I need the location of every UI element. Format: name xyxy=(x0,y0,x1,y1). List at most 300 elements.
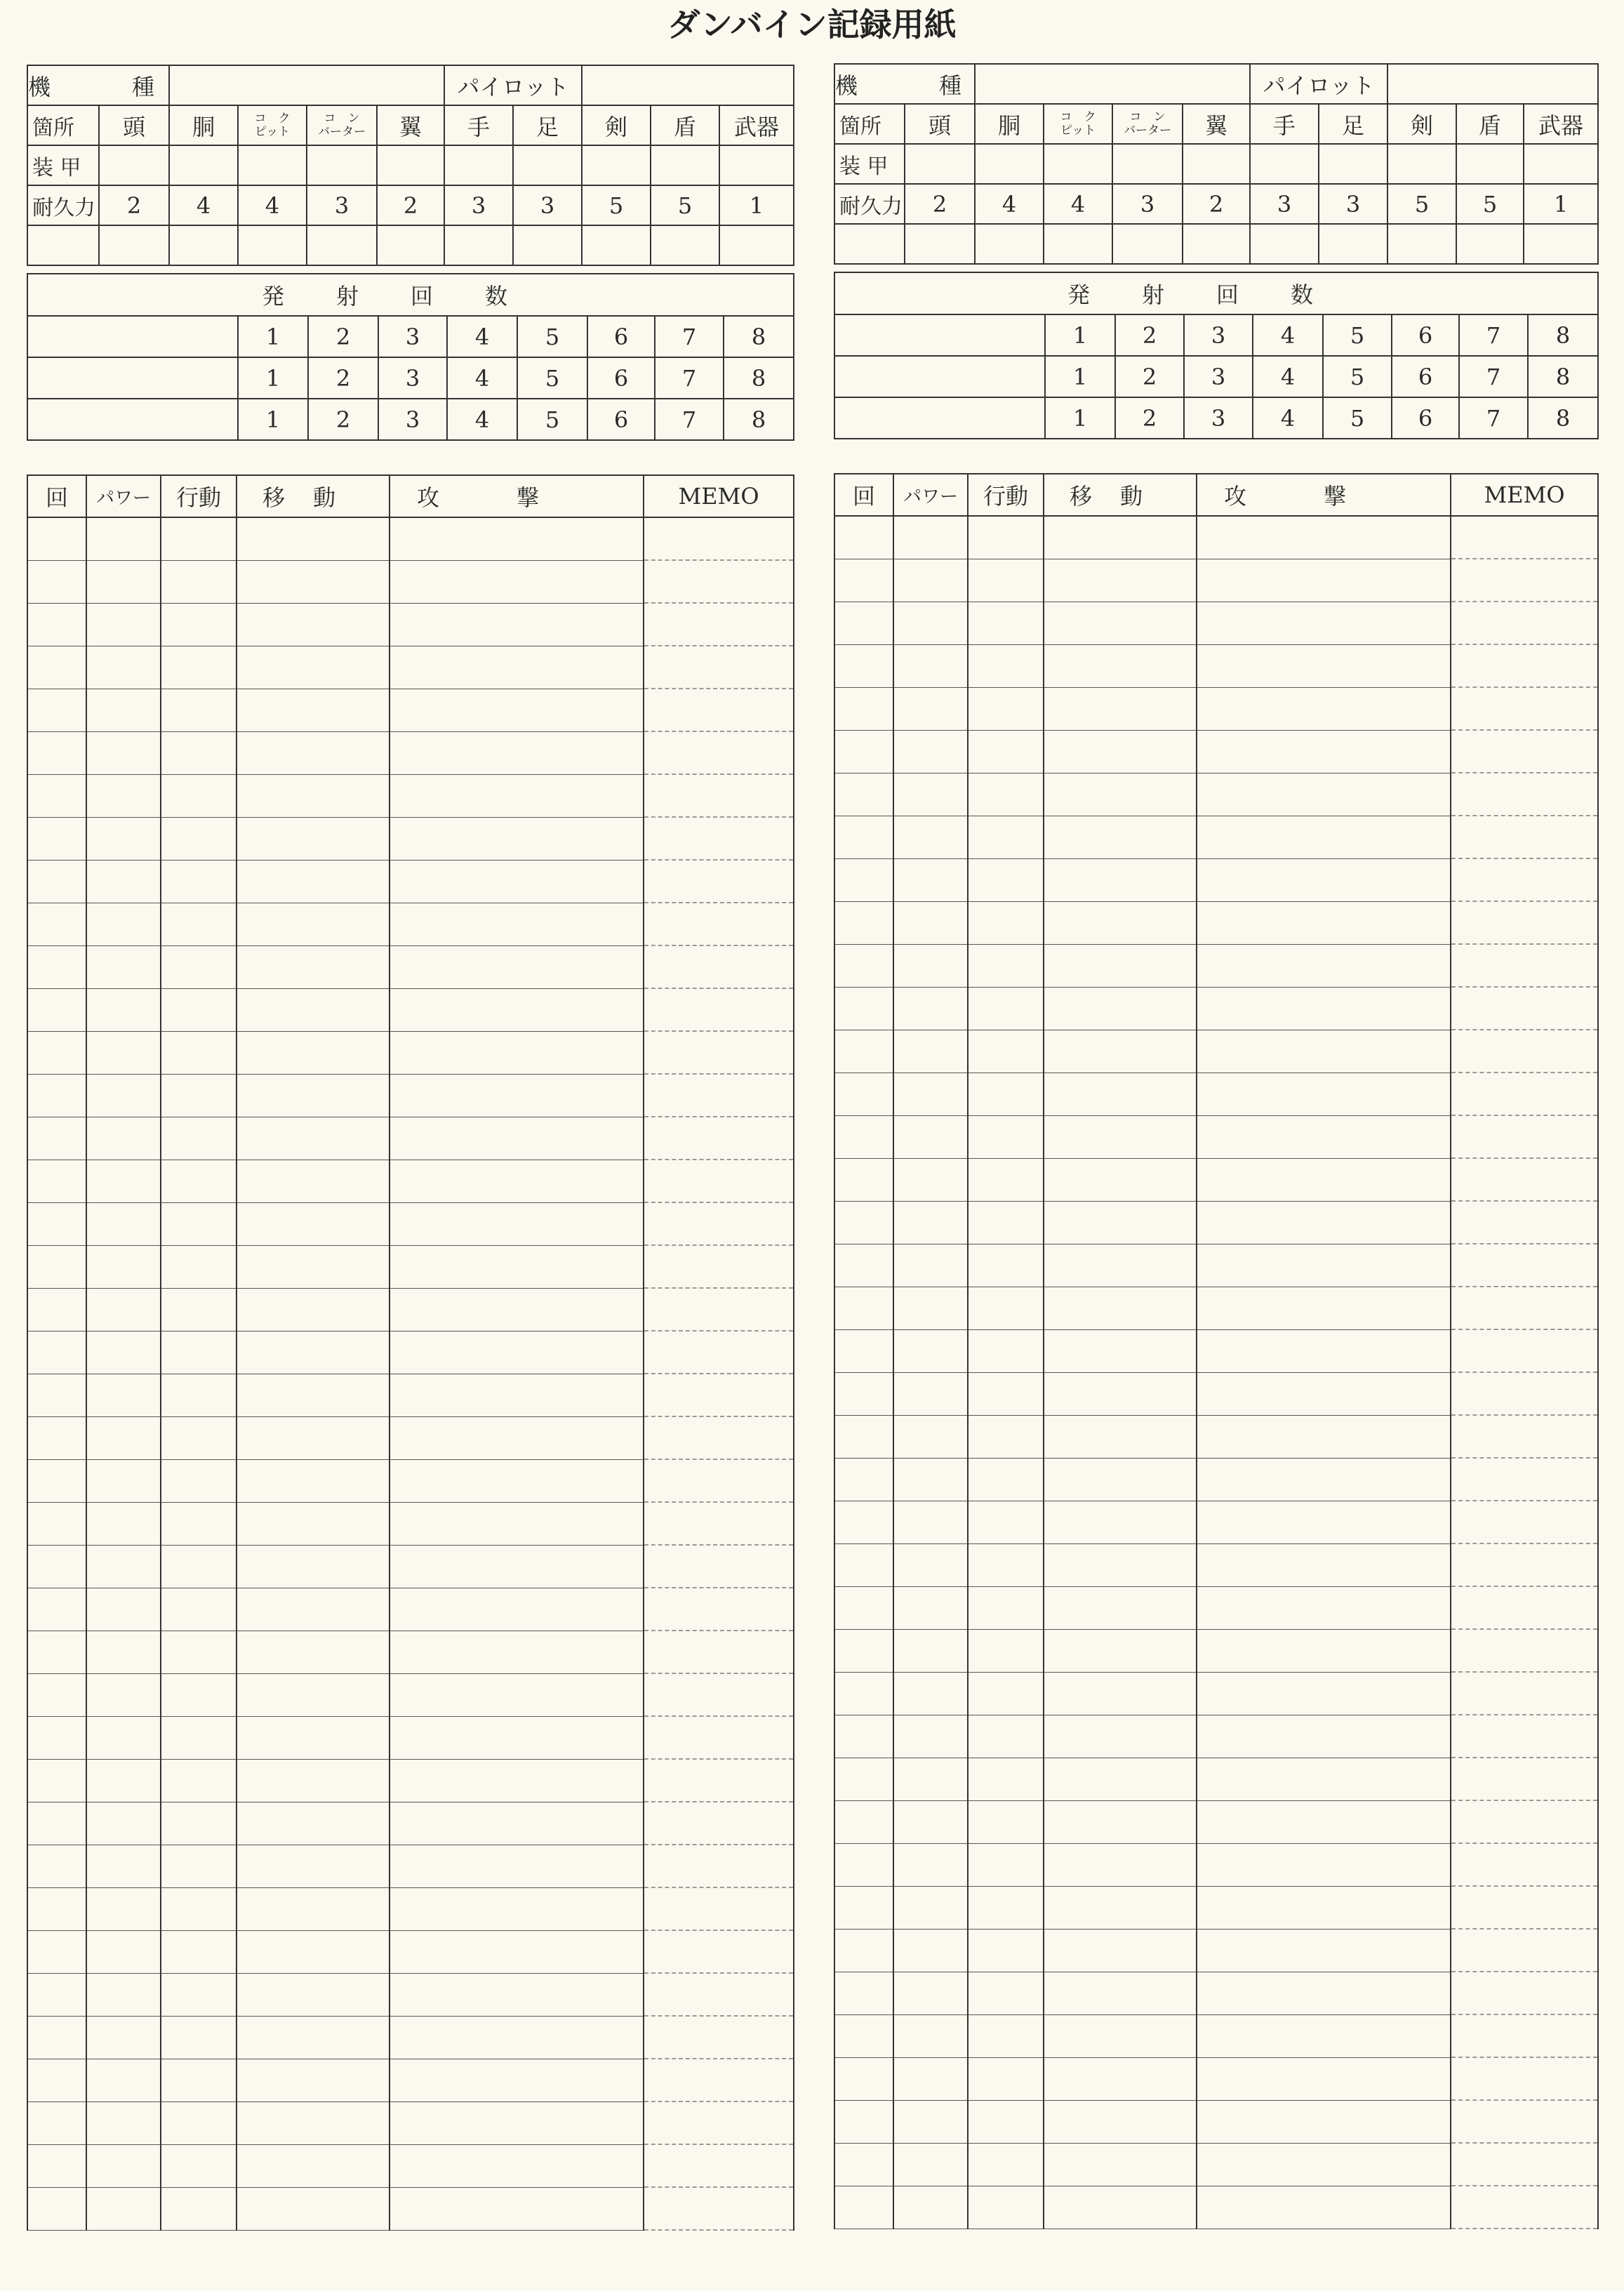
power-cell[interactable] xyxy=(86,860,161,903)
turn-cell[interactable] xyxy=(834,1158,893,1201)
fire-count-number[interactable]: 3 xyxy=(378,357,447,399)
move-cell[interactable] xyxy=(1044,2100,1197,2143)
memo-cell[interactable] xyxy=(644,1288,794,1331)
move-cell[interactable] xyxy=(237,517,390,560)
blank-cell[interactable] xyxy=(719,225,794,265)
fire-count-number[interactable]: 3 xyxy=(378,316,447,357)
move-cell[interactable] xyxy=(1044,987,1197,1030)
power-cell[interactable] xyxy=(86,1202,161,1245)
fire-count-number[interactable]: 3 xyxy=(1184,314,1253,356)
turn-cell[interactable] xyxy=(834,730,893,773)
action-cell[interactable] xyxy=(161,903,237,945)
pilot-field[interactable] xyxy=(1387,64,1598,104)
fire-count-number[interactable]: 5 xyxy=(1323,356,1392,397)
move-cell[interactable] xyxy=(237,860,390,903)
action-cell[interactable] xyxy=(161,1331,237,1374)
power-cell[interactable] xyxy=(893,1244,968,1287)
power-cell[interactable] xyxy=(86,603,161,646)
turn-cell[interactable] xyxy=(27,1074,86,1117)
blank-cell[interactable] xyxy=(169,225,238,265)
move-cell[interactable] xyxy=(1044,1715,1197,1758)
turn-cell[interactable] xyxy=(834,1843,893,1886)
memo-cell[interactable] xyxy=(644,2144,794,2187)
power-cell[interactable] xyxy=(86,774,161,817)
attack-cell[interactable] xyxy=(1197,1929,1451,1972)
power-cell[interactable] xyxy=(893,1972,968,2014)
attack-cell[interactable] xyxy=(390,560,644,603)
memo-cell[interactable] xyxy=(1451,602,1598,644)
blank-cell[interactable] xyxy=(834,224,905,264)
turn-cell[interactable] xyxy=(834,602,893,644)
action-cell[interactable] xyxy=(968,644,1044,687)
attack-cell[interactable] xyxy=(390,774,644,817)
turn-cell[interactable] xyxy=(27,1459,86,1502)
fire-count-number[interactable]: 2 xyxy=(1115,397,1184,439)
move-cell[interactable] xyxy=(1044,559,1197,602)
memo-cell[interactable] xyxy=(1451,1329,1598,1372)
power-cell[interactable] xyxy=(86,1031,161,1074)
action-cell[interactable] xyxy=(161,1973,237,2016)
move-cell[interactable] xyxy=(1044,2186,1197,2229)
fire-count-number[interactable]: 2 xyxy=(308,399,378,440)
power-cell[interactable] xyxy=(893,559,968,602)
power-cell[interactable] xyxy=(893,987,968,1030)
fire-weapon-field[interactable] xyxy=(27,357,238,399)
power-cell[interactable] xyxy=(86,1759,161,1802)
turn-cell[interactable] xyxy=(27,1117,86,1160)
power-cell[interactable] xyxy=(86,1074,161,1117)
attack-cell[interactable] xyxy=(1197,1415,1451,1458)
power-cell[interactable] xyxy=(86,1416,161,1459)
fire-count-number[interactable]: 7 xyxy=(655,399,724,440)
fire-count-number[interactable]: 5 xyxy=(517,399,587,440)
turn-cell[interactable] xyxy=(27,1588,86,1631)
power-cell[interactable] xyxy=(86,903,161,945)
move-cell[interactable] xyxy=(1044,2143,1197,2186)
blank-cell[interactable] xyxy=(1112,224,1183,264)
move-cell[interactable] xyxy=(1044,1073,1197,1115)
fire-count-number[interactable]: 7 xyxy=(655,357,724,399)
fire-weapon-field[interactable] xyxy=(834,356,1045,397)
move-cell[interactable] xyxy=(237,1074,390,1117)
power-cell[interactable] xyxy=(893,1501,968,1543)
memo-cell[interactable] xyxy=(1451,1287,1598,1329)
move-cell[interactable] xyxy=(237,1673,390,1716)
attack-cell[interactable] xyxy=(390,2016,644,2059)
power-cell[interactable] xyxy=(86,1802,161,1845)
action-cell[interactable] xyxy=(161,774,237,817)
turn-cell[interactable] xyxy=(834,2014,893,2057)
attack-cell[interactable] xyxy=(1197,1158,1451,1201)
power-cell[interactable] xyxy=(893,2014,968,2057)
fire-count-number[interactable]: 7 xyxy=(1459,397,1528,439)
memo-cell[interactable] xyxy=(644,1502,794,1545)
blank-cell[interactable] xyxy=(1524,224,1598,264)
memo-cell[interactable] xyxy=(644,1331,794,1374)
fire-count-number[interactable]: 4 xyxy=(447,357,517,399)
memo-cell[interactable] xyxy=(644,1930,794,1973)
memo-cell[interactable] xyxy=(644,1459,794,1502)
blank-cell[interactable] xyxy=(1456,224,1524,264)
power-cell[interactable] xyxy=(86,1502,161,1545)
power-cell[interactable] xyxy=(893,816,968,858)
turn-cell[interactable] xyxy=(27,817,86,860)
attack-cell[interactable] xyxy=(390,1202,644,1245)
power-cell[interactable] xyxy=(893,1073,968,1115)
action-cell[interactable] xyxy=(968,559,1044,602)
fire-count-number[interactable]: 5 xyxy=(1323,397,1392,439)
memo-cell[interactable] xyxy=(644,1631,794,1673)
memo-cell[interactable] xyxy=(644,689,794,731)
attack-cell[interactable] xyxy=(390,1160,644,1202)
move-cell[interactable] xyxy=(1044,1030,1197,1073)
move-cell[interactable] xyxy=(237,903,390,945)
move-cell[interactable] xyxy=(237,1202,390,1245)
memo-cell[interactable] xyxy=(644,1973,794,2016)
action-cell[interactable] xyxy=(968,1715,1044,1758)
armor-cell[interactable] xyxy=(1387,144,1456,184)
memo-cell[interactable] xyxy=(644,1074,794,1117)
attack-cell[interactable] xyxy=(390,860,644,903)
armor-cell[interactable] xyxy=(975,144,1044,184)
fire-weapon-field[interactable] xyxy=(834,314,1045,356)
memo-cell[interactable] xyxy=(1451,516,1598,559)
armor-cell[interactable] xyxy=(1183,144,1250,184)
move-cell[interactable] xyxy=(237,988,390,1031)
memo-cell[interactable] xyxy=(1451,1115,1598,1158)
move-cell[interactable] xyxy=(1044,901,1197,944)
blank-cell[interactable] xyxy=(1183,224,1250,264)
attack-cell[interactable] xyxy=(390,731,644,774)
turn-cell[interactable] xyxy=(27,689,86,731)
power-cell[interactable] xyxy=(893,901,968,944)
move-cell[interactable] xyxy=(1044,816,1197,858)
turn-cell[interactable] xyxy=(834,2057,893,2100)
action-cell[interactable] xyxy=(968,1886,1044,1929)
blank-cell[interactable] xyxy=(27,225,99,265)
attack-cell[interactable] xyxy=(1197,1586,1451,1629)
turn-cell[interactable] xyxy=(27,1887,86,1930)
turn-cell[interactable] xyxy=(27,1673,86,1716)
memo-cell[interactable] xyxy=(644,1545,794,1588)
attack-cell[interactable] xyxy=(390,1502,644,1545)
turn-cell[interactable] xyxy=(27,903,86,945)
memo-cell[interactable] xyxy=(644,517,794,560)
action-cell[interactable] xyxy=(968,858,1044,901)
move-cell[interactable] xyxy=(237,1759,390,1802)
memo-cell[interactable] xyxy=(644,1845,794,1887)
action-cell[interactable] xyxy=(161,1416,237,1459)
turn-cell[interactable] xyxy=(834,516,893,559)
turn-cell[interactable] xyxy=(834,687,893,730)
turn-cell[interactable] xyxy=(27,731,86,774)
memo-cell[interactable] xyxy=(644,988,794,1031)
power-cell[interactable] xyxy=(86,731,161,774)
attack-cell[interactable] xyxy=(390,1031,644,1074)
memo-cell[interactable] xyxy=(1451,1201,1598,1244)
fire-count-number[interactable]: 6 xyxy=(1392,356,1459,397)
attack-cell[interactable] xyxy=(390,1331,644,1374)
fire-count-number[interactable]: 4 xyxy=(1253,397,1323,439)
move-cell[interactable] xyxy=(1044,773,1197,816)
power-cell[interactable] xyxy=(86,1673,161,1716)
turn-cell[interactable] xyxy=(27,1845,86,1887)
blank-cell[interactable] xyxy=(444,225,513,265)
attack-cell[interactable] xyxy=(1197,1800,1451,1843)
action-cell[interactable] xyxy=(968,901,1044,944)
action-cell[interactable] xyxy=(968,1158,1044,1201)
memo-cell[interactable] xyxy=(1451,773,1598,816)
attack-cell[interactable] xyxy=(390,1374,644,1416)
memo-cell[interactable] xyxy=(1451,944,1598,987)
armor-cell[interactable] xyxy=(582,145,651,185)
memo-cell[interactable] xyxy=(1451,730,1598,773)
move-cell[interactable] xyxy=(1044,1415,1197,1458)
move-cell[interactable] xyxy=(1044,644,1197,687)
action-cell[interactable] xyxy=(968,2186,1044,2229)
attack-cell[interactable] xyxy=(1197,559,1451,602)
move-cell[interactable] xyxy=(237,1416,390,1459)
move-cell[interactable] xyxy=(1044,1672,1197,1715)
move-cell[interactable] xyxy=(1044,1758,1197,1800)
turn-cell[interactable] xyxy=(27,1160,86,1202)
turn-cell[interactable] xyxy=(834,1458,893,1501)
power-cell[interactable] xyxy=(86,2144,161,2187)
blank-cell[interactable] xyxy=(582,225,651,265)
power-cell[interactable] xyxy=(893,687,968,730)
move-cell[interactable] xyxy=(1044,1629,1197,1672)
move-cell[interactable] xyxy=(1044,1287,1197,1329)
turn-cell[interactable] xyxy=(834,901,893,944)
memo-cell[interactable] xyxy=(644,945,794,988)
action-cell[interactable] xyxy=(968,987,1044,1030)
attack-cell[interactable] xyxy=(390,1973,644,2016)
memo-cell[interactable] xyxy=(1451,1672,1598,1715)
turn-cell[interactable] xyxy=(834,1329,893,1372)
fire-count-number[interactable]: 4 xyxy=(447,316,517,357)
power-cell[interactable] xyxy=(86,2101,161,2144)
action-cell[interactable] xyxy=(968,1543,1044,1586)
fire-count-number[interactable]: 5 xyxy=(517,316,587,357)
attack-cell[interactable] xyxy=(390,1759,644,1802)
armor-cell[interactable] xyxy=(905,144,975,184)
attack-cell[interactable] xyxy=(390,1887,644,1930)
action-cell[interactable] xyxy=(161,1930,237,1973)
turn-cell[interactable] xyxy=(834,1758,893,1800)
memo-cell[interactable] xyxy=(1451,1030,1598,1073)
fire-count-number[interactable]: 6 xyxy=(1392,397,1459,439)
action-cell[interactable] xyxy=(161,1202,237,1245)
attack-cell[interactable] xyxy=(1197,1329,1451,1372)
power-cell[interactable] xyxy=(893,1115,968,1158)
turn-cell[interactable] xyxy=(834,1543,893,1586)
machine-type-field[interactable] xyxy=(975,64,1250,104)
attack-cell[interactable] xyxy=(1197,687,1451,730)
attack-cell[interactable] xyxy=(1197,602,1451,644)
action-cell[interactable] xyxy=(968,2014,1044,2057)
action-cell[interactable] xyxy=(968,1287,1044,1329)
memo-cell[interactable] xyxy=(1451,1501,1598,1543)
power-cell[interactable] xyxy=(86,1845,161,1887)
attack-cell[interactable] xyxy=(390,1074,644,1117)
memo-cell[interactable] xyxy=(644,731,794,774)
fire-count-number[interactable]: 6 xyxy=(587,316,655,357)
armor-cell[interactable] xyxy=(651,145,719,185)
action-cell[interactable] xyxy=(968,2143,1044,2186)
fire-count-number[interactable]: 1 xyxy=(238,399,308,440)
move-cell[interactable] xyxy=(1044,1158,1197,1201)
power-cell[interactable] xyxy=(893,1629,968,1672)
turn-cell[interactable] xyxy=(27,1245,86,1288)
armor-cell[interactable] xyxy=(1319,144,1387,184)
action-cell[interactable] xyxy=(968,944,1044,987)
move-cell[interactable] xyxy=(1044,1329,1197,1372)
turn-cell[interactable] xyxy=(834,2143,893,2186)
turn-cell[interactable] xyxy=(27,1202,86,1245)
power-cell[interactable] xyxy=(893,1543,968,1586)
memo-cell[interactable] xyxy=(644,1716,794,1759)
memo-cell[interactable] xyxy=(644,1160,794,1202)
attack-cell[interactable] xyxy=(1197,944,1451,987)
fire-count-number[interactable]: 2 xyxy=(308,316,378,357)
action-cell[interactable] xyxy=(161,646,237,689)
fire-weapon-field[interactable] xyxy=(27,399,238,440)
memo-cell[interactable] xyxy=(644,903,794,945)
turn-cell[interactable] xyxy=(834,644,893,687)
turn-cell[interactable] xyxy=(834,987,893,1030)
move-cell[interactable] xyxy=(237,945,390,988)
move-cell[interactable] xyxy=(237,817,390,860)
action-cell[interactable] xyxy=(968,1929,1044,1972)
memo-cell[interactable] xyxy=(1451,687,1598,730)
fire-count-number[interactable]: 7 xyxy=(1459,314,1528,356)
attack-cell[interactable] xyxy=(1197,1672,1451,1715)
memo-cell[interactable] xyxy=(1451,2186,1598,2229)
attack-cell[interactable] xyxy=(1197,1715,1451,1758)
attack-cell[interactable] xyxy=(1197,2057,1451,2100)
blank-cell[interactable] xyxy=(513,225,582,265)
move-cell[interactable] xyxy=(237,1845,390,1887)
turn-cell[interactable] xyxy=(834,1672,893,1715)
action-cell[interactable] xyxy=(968,1030,1044,1073)
move-cell[interactable] xyxy=(237,1160,390,1202)
action-cell[interactable] xyxy=(968,1843,1044,1886)
power-cell[interactable] xyxy=(86,1288,161,1331)
attack-cell[interactable] xyxy=(390,603,644,646)
power-cell[interactable] xyxy=(893,773,968,816)
attack-cell[interactable] xyxy=(390,1545,644,1588)
turn-cell[interactable] xyxy=(27,1031,86,1074)
fire-count-number[interactable]: 5 xyxy=(517,357,587,399)
move-cell[interactable] xyxy=(1044,1244,1197,1287)
turn-cell[interactable] xyxy=(834,944,893,987)
power-cell[interactable] xyxy=(86,988,161,1031)
fire-count-number[interactable]: 8 xyxy=(1528,314,1598,356)
action-cell[interactable] xyxy=(968,2100,1044,2143)
attack-cell[interactable] xyxy=(390,1117,644,1160)
turn-cell[interactable] xyxy=(27,2059,86,2101)
memo-cell[interactable] xyxy=(644,1374,794,1416)
memo-cell[interactable] xyxy=(1451,1372,1598,1415)
attack-cell[interactable] xyxy=(1197,1543,1451,1586)
blank-cell[interactable] xyxy=(651,225,719,265)
action-cell[interactable] xyxy=(968,516,1044,559)
move-cell[interactable] xyxy=(1044,1201,1197,1244)
action-cell[interactable] xyxy=(968,1501,1044,1543)
move-cell[interactable] xyxy=(1044,1929,1197,1972)
move-cell[interactable] xyxy=(237,1887,390,1930)
action-cell[interactable] xyxy=(968,1586,1044,1629)
move-cell[interactable] xyxy=(237,1930,390,1973)
power-cell[interactable] xyxy=(86,646,161,689)
power-cell[interactable] xyxy=(86,1588,161,1631)
memo-cell[interactable] xyxy=(1451,1073,1598,1115)
fire-count-number[interactable]: 2 xyxy=(1115,314,1184,356)
power-cell[interactable] xyxy=(893,1715,968,1758)
move-cell[interactable] xyxy=(1044,858,1197,901)
fire-weapon-field[interactable] xyxy=(834,397,1045,439)
action-cell[interactable] xyxy=(161,517,237,560)
memo-cell[interactable] xyxy=(1451,559,1598,602)
action-cell[interactable] xyxy=(968,1800,1044,1843)
attack-cell[interactable] xyxy=(390,1845,644,1887)
attack-cell[interactable] xyxy=(390,1459,644,1502)
memo-cell[interactable] xyxy=(1451,1758,1598,1800)
attack-cell[interactable] xyxy=(390,1631,644,1673)
fire-count-number[interactable]: 8 xyxy=(724,357,794,399)
power-cell[interactable] xyxy=(893,1929,968,1972)
turn-cell[interactable] xyxy=(27,1288,86,1331)
memo-cell[interactable] xyxy=(1451,901,1598,944)
machine-type-field[interactable] xyxy=(169,65,444,105)
power-cell[interactable] xyxy=(893,1886,968,1929)
attack-cell[interactable] xyxy=(390,1416,644,1459)
memo-cell[interactable] xyxy=(1451,1886,1598,1929)
power-cell[interactable] xyxy=(893,2057,968,2100)
move-cell[interactable] xyxy=(237,1716,390,1759)
action-cell[interactable] xyxy=(161,560,237,603)
action-cell[interactable] xyxy=(161,1117,237,1160)
turn-cell[interactable] xyxy=(27,1802,86,1845)
attack-cell[interactable] xyxy=(390,1588,644,1631)
attack-cell[interactable] xyxy=(390,988,644,1031)
action-cell[interactable] xyxy=(968,1672,1044,1715)
memo-cell[interactable] xyxy=(644,1416,794,1459)
power-cell[interactable] xyxy=(86,1973,161,2016)
power-cell[interactable] xyxy=(893,602,968,644)
turn-cell[interactable] xyxy=(834,1800,893,1843)
action-cell[interactable] xyxy=(968,1372,1044,1415)
attack-cell[interactable] xyxy=(1197,2100,1451,2143)
power-cell[interactable] xyxy=(893,1329,968,1372)
fire-count-number[interactable]: 7 xyxy=(1459,356,1528,397)
move-cell[interactable] xyxy=(237,1374,390,1416)
memo-cell[interactable] xyxy=(1451,1715,1598,1758)
attack-cell[interactable] xyxy=(1197,1372,1451,1415)
turn-cell[interactable] xyxy=(27,2187,86,2230)
action-cell[interactable] xyxy=(161,1374,237,1416)
action-cell[interactable] xyxy=(161,2144,237,2187)
attack-cell[interactable] xyxy=(390,689,644,731)
memo-cell[interactable] xyxy=(644,646,794,689)
move-cell[interactable] xyxy=(237,1545,390,1588)
move-cell[interactable] xyxy=(1044,602,1197,644)
memo-cell[interactable] xyxy=(1451,1158,1598,1201)
power-cell[interactable] xyxy=(893,1586,968,1629)
turn-cell[interactable] xyxy=(834,1244,893,1287)
action-cell[interactable] xyxy=(968,1415,1044,1458)
move-cell[interactable] xyxy=(237,1331,390,1374)
